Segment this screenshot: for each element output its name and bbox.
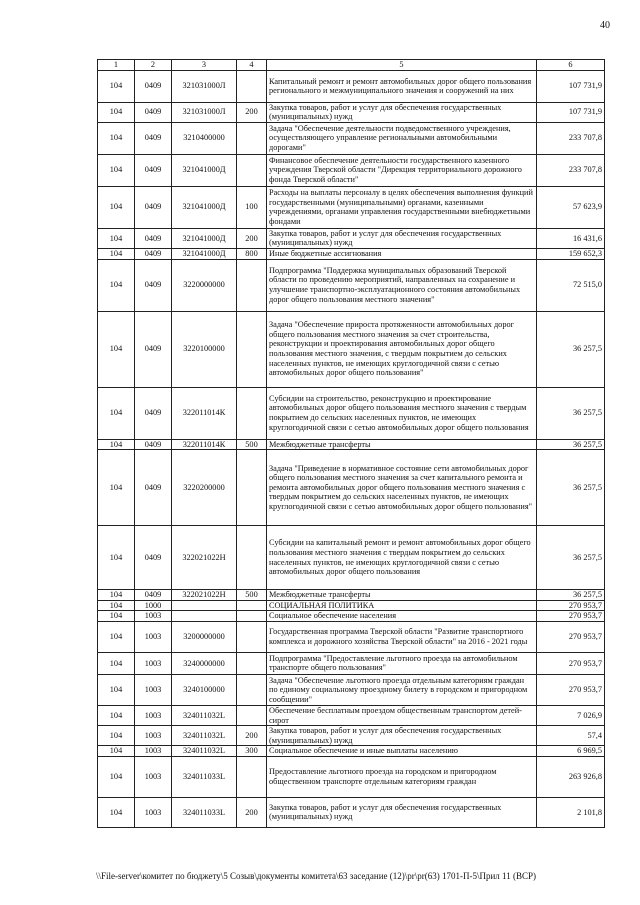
cell-target-article: 322011014К [172, 387, 237, 439]
cell-section: 104 [98, 590, 135, 601]
cell-expense-type: 500 [237, 590, 267, 601]
table-row [98, 248, 605, 259]
cell-section: 104 [98, 311, 135, 387]
cell-amount: 107 731,9 [537, 102, 605, 122]
cell-name: Финансовое обеспечение деятельности государственного казенного учреждения Тверской области "Дирекция территориального дорожного фонда Тверской области" [267, 154, 537, 186]
cell-section: 104 [98, 797, 135, 827]
cell-section: 104 [98, 186, 135, 228]
cell-subsection: 0409 [135, 387, 172, 439]
cell-expense-type: 200 [237, 797, 267, 827]
table-row [98, 756, 605, 797]
column-header: 6 [537, 60, 605, 71]
cell-amount: 233 707,8 [537, 154, 605, 186]
page-number: 40 [600, 20, 610, 31]
cell-section: 104 [98, 705, 135, 725]
cell-amount: 107 731,9 [537, 70, 605, 102]
cell-section: 104 [98, 726, 135, 746]
cell-subsection: 0409 [135, 228, 172, 248]
table-row [98, 726, 605, 746]
cell-section: 104 [98, 439, 135, 450]
cell-subsection: 1003 [135, 797, 172, 827]
table-row [98, 674, 605, 705]
cell-amount: 36 257,5 [537, 526, 605, 590]
cell-amount: 72 515,0 [537, 259, 605, 311]
cell-name: Закупка товаров, работ и услуг для обеспечения государственных (муниципальных) нужд [267, 228, 537, 248]
cell-section: 104 [98, 756, 135, 797]
cell-amount: 263 926,8 [537, 756, 605, 797]
cell-expense-type [237, 526, 267, 590]
cell-subsection: 1003 [135, 705, 172, 725]
cell-subsection: 1003 [135, 621, 172, 652]
table-row [98, 186, 605, 228]
table-row [98, 259, 605, 311]
cell-subsection: 1003 [135, 756, 172, 797]
cell-expense-type [237, 611, 267, 622]
cell-section: 104 [98, 154, 135, 186]
cell-target-article: 321041000Д [172, 248, 237, 259]
cell-target-article: 324011032L [172, 746, 237, 757]
cell-name: Подпрограмма "Предоставление льготного проезда на автомобильном транспорте общего пользования" [267, 652, 537, 674]
cell-name: Расходы на выплаты персоналу в целях обеспечения выполнения функций государственными (муниципальными) органами, казенными учреждениями, органами управления государственными внебюджетными фондами [267, 186, 537, 228]
cell-subsection: 1003 [135, 674, 172, 705]
cell-target-article: 324011032L [172, 726, 237, 746]
cell-amount: 36 257,5 [537, 590, 605, 601]
table-row [98, 621, 605, 652]
cell-amount: 270 953,7 [537, 611, 605, 622]
table-row [98, 70, 605, 102]
cell-subsection: 1000 [135, 600, 172, 611]
cell-expense-type [237, 450, 267, 526]
cell-name: СОЦИАЛЬНАЯ ПОЛИТИКА [267, 600, 537, 611]
cell-subsection: 0409 [135, 154, 172, 186]
cell-target-article: 321031000Л [172, 102, 237, 122]
cell-subsection: 0409 [135, 311, 172, 387]
table-row [98, 652, 605, 674]
cell-expense-type [237, 122, 267, 154]
cell-subsection: 0409 [135, 450, 172, 526]
cell-name: Задача "Обеспечение деятельности подведомственного учреждения, осуществляющего управление региональными автомобильными дорогами" [267, 122, 537, 154]
cell-amount: 57 623,9 [537, 186, 605, 228]
cell-name: Иные бюджетные ассигнования [267, 248, 537, 259]
cell-section: 104 [98, 621, 135, 652]
cell-amount: 7 026,9 [537, 705, 605, 725]
cell-target-article: 324011033L [172, 756, 237, 797]
cell-subsection: 0409 [135, 70, 172, 102]
table-row [98, 797, 605, 827]
cell-target-article [172, 600, 237, 611]
cell-amount: 16 431,6 [537, 228, 605, 248]
cell-section: 104 [98, 526, 135, 590]
cell-section: 104 [98, 387, 135, 439]
cell-name: Предоставление льготного проезда на городском и пригородном общественном транспорте отдельным категориям граждан [267, 756, 537, 797]
table-row [98, 611, 605, 622]
cell-subsection: 0409 [135, 122, 172, 154]
cell-amount: 36 257,5 [537, 311, 605, 387]
cell-amount: 270 953,7 [537, 600, 605, 611]
cell-subsection: 0409 [135, 186, 172, 228]
cell-expense-type: 200 [237, 228, 267, 248]
budget-table [97, 59, 605, 828]
cell-expense-type: 200 [237, 102, 267, 122]
cell-amount: 36 257,5 [537, 450, 605, 526]
cell-target-article: 3240100000 [172, 674, 237, 705]
cell-expense-type [237, 259, 267, 311]
cell-target-article [172, 611, 237, 622]
cell-expense-type [237, 387, 267, 439]
cell-section: 104 [98, 102, 135, 122]
table-row [98, 102, 605, 122]
cell-expense-type [237, 600, 267, 611]
table-row [98, 600, 605, 611]
cell-target-article: 3200000000 [172, 621, 237, 652]
cell-name: Капитальный ремонт и ремонт автомобильных дорог общего пользования регионального и межмуниципального значения и сооружений на них [267, 70, 537, 102]
cell-target-article: 321041000Д [172, 186, 237, 228]
cell-name: Закупка товаров, работ и услуг для обеспечения государственных (муниципальных) нужд [267, 797, 537, 827]
cell-expense-type [237, 621, 267, 652]
table-row [98, 387, 605, 439]
cell-name: Закупка товаров, работ и услуг для обеспечения государственных (муниципальных) нужд [267, 726, 537, 746]
cell-target-article: 321041000Д [172, 228, 237, 248]
cell-expense-type [237, 705, 267, 725]
cell-section: 104 [98, 746, 135, 757]
cell-expense-type [237, 674, 267, 705]
cell-section: 104 [98, 248, 135, 259]
cell-expense-type: 800 [237, 248, 267, 259]
column-header: 5 [267, 60, 537, 71]
cell-amount: 270 953,7 [537, 674, 605, 705]
table-row [98, 450, 605, 526]
cell-subsection: 0409 [135, 248, 172, 259]
cell-name: Обеспечение бесплатным проездом общественным транспортом детей-сирот [267, 705, 537, 725]
cell-section: 104 [98, 674, 135, 705]
cell-subsection: 1003 [135, 611, 172, 622]
cell-target-article: 3220100000 [172, 311, 237, 387]
cell-section: 104 [98, 228, 135, 248]
cell-name: Задача "Обеспечение прироста протяженности автомобильных дорог общего пользования местного значения за счет строительства, реконструкции и проектирования автомобильных дорог общего пользования местного значения, с твердым покрытием до сельских населенных пунктов, не имеющих круглогодичной связи с сетью автомобильных дорог общего пользования" [267, 311, 537, 387]
cell-expense-type: 200 [237, 726, 267, 746]
column-header: 4 [237, 60, 267, 71]
table-header-row [98, 60, 605, 71]
table-row [98, 590, 605, 601]
cell-subsection: 0409 [135, 526, 172, 590]
cell-amount: 36 257,5 [537, 439, 605, 450]
cell-section: 104 [98, 70, 135, 102]
column-header: 3 [172, 60, 237, 71]
file-path-footer: \\File-server\комитет по бюджету\5 Созыв\документы комитета\63 заседание (12)\pr\pr(63) 1701-П-5\Прил 11 (ВСР) [96, 871, 536, 881]
table-row [98, 705, 605, 725]
cell-name: Социальное обеспечение населения [267, 611, 537, 622]
cell-name: Задача "Обеспечение льготного проезда отдельным категориям граждан по единому социальному проездному билету в городском и пригородном сообщении" [267, 674, 537, 705]
table-row [98, 526, 605, 590]
cell-target-article: 324011032L [172, 705, 237, 725]
cell-section: 104 [98, 450, 135, 526]
cell-section: 104 [98, 600, 135, 611]
cell-name: Задача "Приведение в нормативное состояние сети автомобильных дорог общего пользования местного значения за счет капитального ремонта и ремонта автомобильных дорог общего пользования местного значения с твердым покрытием до сельских населенных пунктов, не имеющих круглогодичной связи с сетью автомобильных дорог общего пользования" [267, 450, 537, 526]
cell-expense-type [237, 756, 267, 797]
table-row [98, 746, 605, 757]
table-row [98, 311, 605, 387]
cell-subsection: 0409 [135, 102, 172, 122]
cell-target-article: 322021022Н [172, 526, 237, 590]
cell-target-article: 322011014К [172, 439, 237, 450]
cell-subsection: 1003 [135, 652, 172, 674]
table-row [98, 122, 605, 154]
cell-name: Субсидии на капитальный ремонт и ремонт автомобильных дорог общего пользования местного значения с твердым покрытием до сельских населенных пунктов, не имеющих круглогодичной связи с сетью автомобильных дорог общего пользования [267, 526, 537, 590]
cell-target-article: 3240000000 [172, 652, 237, 674]
cell-name: Закупка товаров, работ и услуг для обеспечения государственных (муниципальных) нужд [267, 102, 537, 122]
cell-target-article: 322021022Н [172, 590, 237, 601]
cell-target-article: 321031000Л [172, 70, 237, 102]
cell-name: Подпрограмма "Поддержка муниципальных образований Тверской области по проведению мероприятий, направленных на сохранение и улучшение транспортно-эксплуатационного состояния автомобильных дорог общего пользования местного значения" [267, 259, 537, 311]
cell-name: Субсидии на строительство, реконструкцию и проектирование автомобильных дорог общего пользования местного значения с твердым покрытием до сельских населенных пунктов, не имеющих круглогодичной связи с сетью автомобильных дорог общего пользования [267, 387, 537, 439]
table-row [98, 439, 605, 450]
cell-expense-type: 300 [237, 746, 267, 757]
cell-expense-type [237, 311, 267, 387]
cell-target-article: 3220000000 [172, 259, 237, 311]
cell-amount: 36 257,5 [537, 387, 605, 439]
cell-name: Межбюджетные трансферты [267, 590, 537, 601]
cell-name: Государственная программа Тверской области "Развитие транспортного комплекса и дорожного хозяйства Тверской области" на 2016 - 2021 годы [267, 621, 537, 652]
cell-section: 104 [98, 259, 135, 311]
cell-expense-type [237, 154, 267, 186]
cell-subsection: 0409 [135, 439, 172, 450]
cell-section: 104 [98, 611, 135, 622]
cell-target-article: 3220200000 [172, 450, 237, 526]
cell-target-article: 3210400000 [172, 122, 237, 154]
cell-amount: 57,4 [537, 726, 605, 746]
table-row [98, 228, 605, 248]
cell-subsection: 0409 [135, 259, 172, 311]
column-header: 1 [98, 60, 135, 71]
cell-target-article: 321041000Д [172, 154, 237, 186]
cell-expense-type: 100 [237, 186, 267, 228]
cell-section: 104 [98, 122, 135, 154]
column-header: 2 [135, 60, 172, 71]
cell-name: Социальное обеспечение и иные выплаты населению [267, 746, 537, 757]
cell-subsection: 0409 [135, 590, 172, 601]
cell-expense-type [237, 70, 267, 102]
cell-expense-type [237, 652, 267, 674]
cell-amount: 159 652,3 [537, 248, 605, 259]
cell-name: Межбюджетные трансферты [267, 439, 537, 450]
cell-amount: 233 707,8 [537, 122, 605, 154]
cell-subsection: 1003 [135, 746, 172, 757]
table-row [98, 154, 605, 186]
cell-subsection: 1003 [135, 726, 172, 746]
cell-amount: 6 969,5 [537, 746, 605, 757]
cell-expense-type: 500 [237, 439, 267, 450]
cell-target-article: 324011033L [172, 797, 237, 827]
cell-amount: 270 953,7 [537, 652, 605, 674]
cell-amount: 270 953,7 [537, 621, 605, 652]
cell-amount: 2 101,8 [537, 797, 605, 827]
cell-section: 104 [98, 652, 135, 674]
